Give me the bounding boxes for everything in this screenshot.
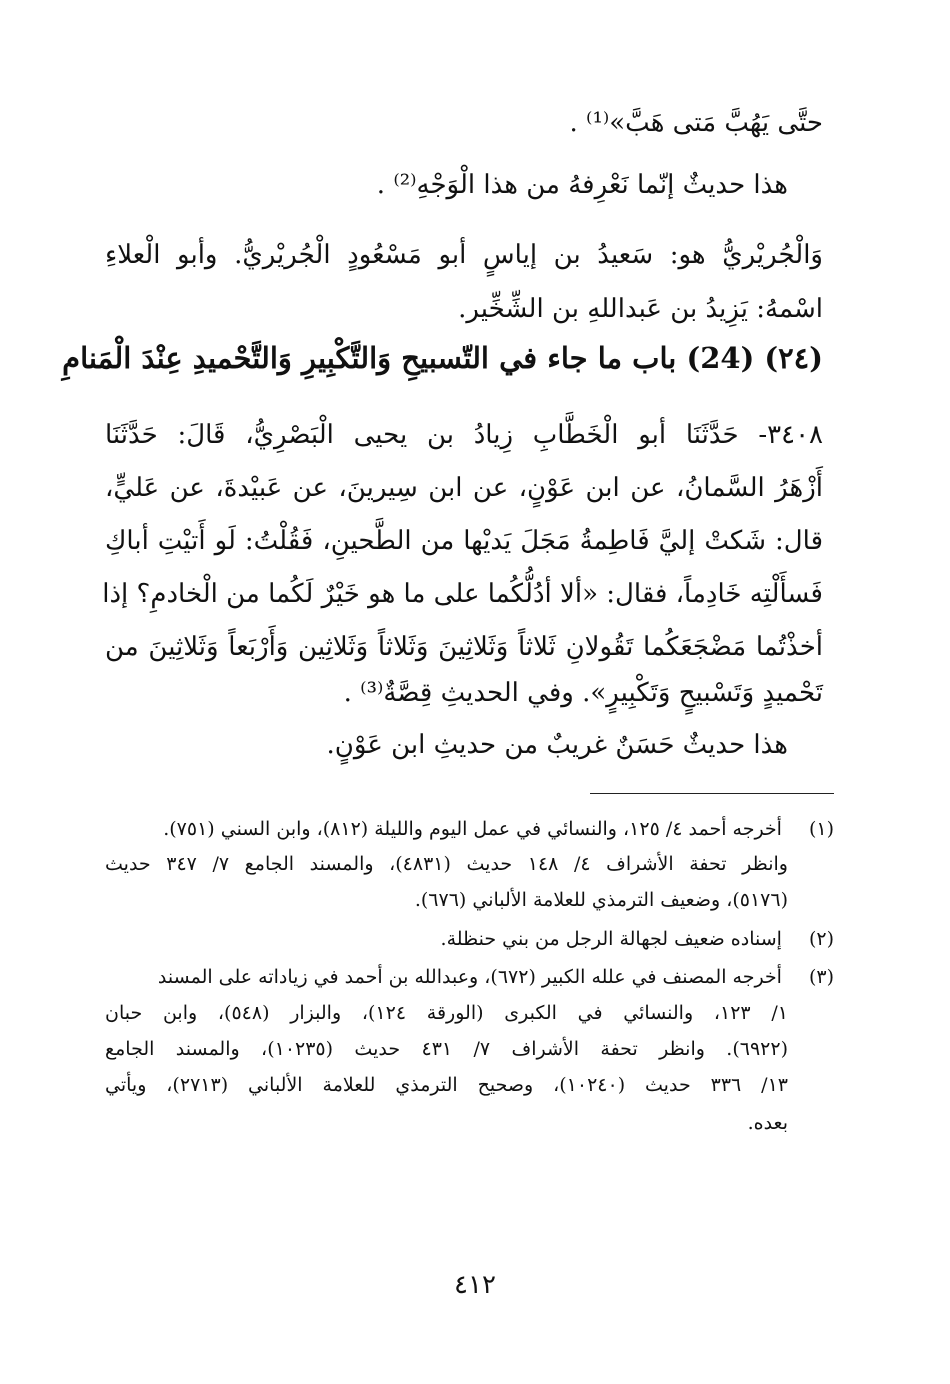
hadith-line-2: أَزْهَرُ السَّمانُ، عن ابن عَوْنٍ، عن ابن سِيرينَ، عن عَبيْدةَ، عن عَليٍّ، <box>105 473 823 503</box>
hadith-line-4: فَسأَلْتِه خَادِماً، فقال: «ألا أدُلُّكُما على ما هو خَيْرٌ لَكُما من الْخادمِ؟ إذا <box>102 579 823 609</box>
footnote-text: إسناده ضعيف لجهالة الرجل من بني حنظلة. <box>440 928 782 950</box>
text-line-2: هذا حديثٌ إنّما نَعْرِفهُ من هذا الْوَجْهِ⁽²⁾ . <box>376 170 788 200</box>
text-line-1: حتَّى يَهُبَّ مَتى هَبَّ»⁽¹⁾ . <box>569 108 823 138</box>
footnote-3-cont-1: ١/ ١٢٣، والنسائي في الكبرى (الورقة ١٢٤)، والبزار (٥٤٨)، وابن حبان <box>105 1002 788 1024</box>
chapter-heading: (٢٤) (24) باب ما جاء في التّسبيحِ وَالتَّكْبِيرِ وَالتَّحْميدِ عِنْدَ الْمَنامِ <box>62 341 823 375</box>
text-line-3: وَالْجُريْريُّ هو: سَعيدُ بن إياسٍ أبو مَسْعُودٍ الْجُريْريُّ. وأبو الْعلاءِ <box>105 240 823 270</box>
hadith-line-1: ٣٤٠٨- حَدَّثَنَا أبو الْخَطَّابِ زِيادُ بن يحيى الْبَصْرِيُّ، قَالَ: حَدَّثَنَا <box>105 420 823 450</box>
footnote-number: (١) <box>808 818 834 840</box>
footnote-2 <box>0 924 834 954</box>
grading-line: هذا حديثٌ حَسَنٌ غريبٌ من حديثِ ابن عَوْنٍ. <box>326 730 788 760</box>
page-number: ٤١٢ <box>454 1270 496 1300</box>
footnote-number: (٢) <box>808 928 834 950</box>
footnote-1-end: (٥١٧٦)، وضعيف الترمذي للعلامة الألباني (٦٧٦). <box>414 889 788 911</box>
footnote-3-end: بعده. <box>747 1112 788 1134</box>
footnote-text: أخرجه أحمد ٤/ ١٢٥، والنسائي في عمل اليوم والليلة (٨١٢)، وابن السني (٧٥١). <box>163 818 782 840</box>
hadith-line-3: قال: شَكتْ إليَّ فَاطِمةُ مَجَلَ يَديْها من الطَّحينِ، فَقُلْتُ: لَو أَتيْتِ أباكِ <box>105 526 824 556</box>
footnote-number: (٣) <box>808 966 834 988</box>
footnote-1 <box>105 814 834 844</box>
footnote-3 <box>105 962 834 992</box>
hadith-line-6: تَحْميدٍ وَتَسْبيحٍ وَتَكْبِيرٍ». وفي الحديثِ قِصَّةٌ⁽³⁾ . <box>343 678 823 708</box>
footnote-1-cont: وانظر تحفة الأشراف ٤/ ١٤٨ حديث (٤٨٣١)، والمسند الجامع ٧/ ٣٤٧ حديث <box>105 853 788 875</box>
footnote-3-cont-3: ١٣/ ٣٣٦ حديث (١٠٢٤٠)، وصحيح الترمذي للعلامة الألباني (٢٧١٣)، ويأتي <box>105 1074 788 1096</box>
footnote-3-cont-2: (٦٩٢٢). وانظر تحفة الأشراف ٧/ ٤٣١ حديث (١٠٢٣٥)، والمسند الجامع <box>105 1038 789 1060</box>
footnote-separator <box>590 793 834 794</box>
hadith-line-5: أخذْتُما مَضْجَعَكُما تَقُولانِ ثَلاثاً وَثَلاثِينَ وَثَلاثاً وَثَلاثِين وَأَرْبَعاً وَثَلاثِينَ من <box>105 632 823 662</box>
footnote-text: أخرجه المصنف في علله الكبير (٦٧٢)، وعبدالله بن أحمد في زياداته على المسند <box>157 966 782 988</box>
text-line-4: اسْمهُ: يَزِيدُ بن عَبداللهِ بن الشِّخِّير. <box>458 294 823 324</box>
